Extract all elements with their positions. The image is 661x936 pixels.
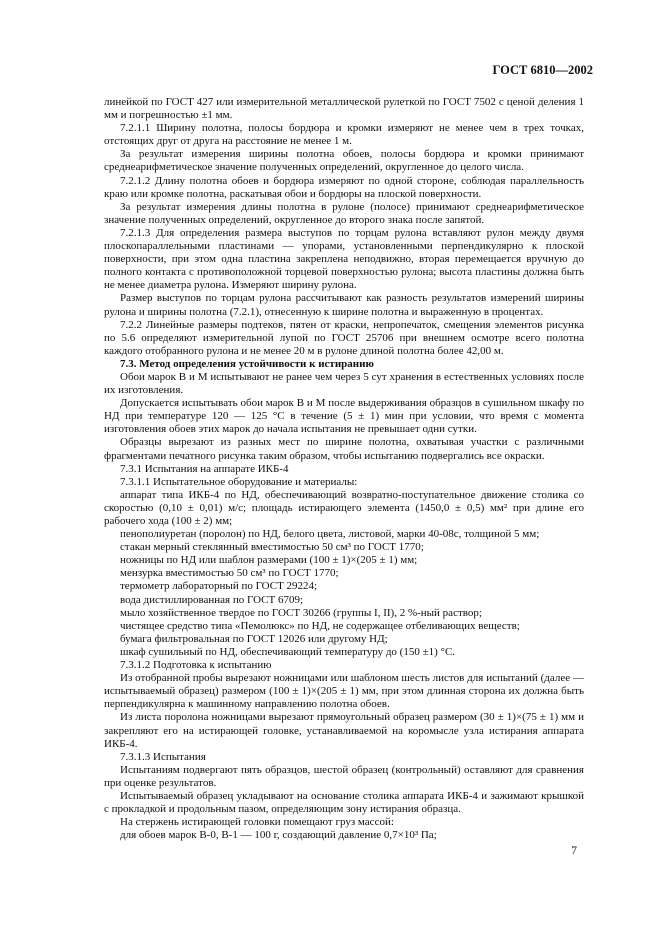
paragraph: Из листа поролона ножницами вырезают прямоугольный образец размером (30 ± 1)×(75 ± 1) мм и закрепляют его на истирающей головке, устанавливаемой на коромысле узла истирания аппарата ИКБ-4.	[104, 711, 584, 750]
paragraph: вода дистиллированная по ГОСТ 6709;	[120, 593, 304, 606]
paragraph: линейкой по ГОСТ 427 или измерительной металлической рулеткой по ГОСТ 7502 с ценой деления 1 мм и погрешностью ±1 мм.	[104, 96, 584, 122]
paragraph: 7.2.1.2 Длину полотна обоев и бордюра измеряют по одной стороне, соблюдая параллельность краю или кромке полотна, раскатывая обои и бордюры на плоской поверхности.	[104, 174, 584, 200]
paragraph: стакан мерный стеклянный вместимостью 50 см³ по ГОСТ 1770;	[120, 541, 424, 554]
paragraph: чистящее средство типа «Пемолюкс» по НД, не содержащее отбеливающих веществ;	[120, 619, 520, 632]
paragraph: 7.2.1.3 Для определения размера выступов по торцам рулона вставляют рулон между двумя плоскопараллельными пластинами — упорами, установленными перпендикулярно к плоской поверхности, при этом одна пластина закреплена неподвижно, вторая перемещается вручную до полного контакта с противоположной торцевой поверхностью рулона; высота пластины должна быть не менее диаметра рулона. Измеряют ширину рулона.	[104, 226, 584, 292]
paragraph: пенополиуретан (поролон) по НД, белого цвета, листовой, марки 40-08с, толщиной 5 мм;	[120, 528, 540, 541]
paragraph: На стержень истирающей головки помещают груз массой:	[120, 816, 394, 829]
paragraph: За результат измерения длины полотна в рулоне (полосе) принимают среднеарифметическое значение полученных определений, округленное до второго знака после запятой.	[104, 200, 584, 226]
paragraph: мыло хозяйственное твердое по ГОСТ 30266 (группы I, II), 2 %-ный раствор;	[120, 606, 482, 619]
paragraph: Допускается испытывать обои марок В и М после выдерживания образцов в сушильном шкафу по НД при температуре 120 — 125 °С в течение (5 ± 1) мин при условии, что время с момента изготовления обоев этих марок до начала испытания не превышает одни сутки.	[104, 397, 584, 436]
document-body	[104, 96, 584, 842]
paragraph: мензурка вместимостью 50 см³ по ГОСТ 1770;	[120, 567, 339, 580]
paragraph: ножницы по НД или шаблон размерами (100 ± 1)×(205 ± 1) мм;	[120, 554, 418, 567]
section-heading: 7.3. Метод определения устойчивости к истиранию	[120, 357, 374, 370]
paragraph: 7.3.1.1 Испытательное оборудование и материалы:	[120, 475, 358, 488]
paragraph: для обоев марок В-0, В-1 — 100 г, создающий давление 0,7×10³ Па;	[120, 829, 437, 842]
paragraph: 7.3.1.3 Испытания	[120, 750, 206, 763]
paragraph: термометр лабораторный по ГОСТ 29224;	[120, 580, 318, 593]
paragraph: Обои марок В и М испытывают не ранее чем через 5 сут хранения в естественных условиях после их изготовления.	[104, 370, 584, 397]
paragraph: Образцы вырезают из разных мест по ширине полотна, охватывая участки с различными фрагментами печатного рисунка таким образом, чтобы испытанию подвергались все окраски.	[104, 436, 584, 462]
paragraph: За результат измерения ширины полотна обоев, полосы бордюра и кромки принимают среднеарифметическое значение полученных определений, округленное до целого числа.	[104, 148, 584, 174]
paragraph: 7.2.2 Линейные размеры подтеков, пятен от краски, непропечаток, смещения элементов рисунка по 5.6 определяют измерительной лупой по ГОСТ 25706 при внешнем осмотре всего полотна каждого отобранного рулона и не менее 20 м в рулоне длиной полотна более 42,00 м.	[104, 318, 584, 357]
paragraph: Из отобранной пробы вырезают ножницами или шаблоном шесть листов для испытаний (далее — испытываемый образец) размером (100 ± 1)×(205 ± 1) мм, при этом длинная сторона их должна быть перпендикулярна к машинному направлению полотна обоев.	[104, 672, 584, 711]
paragraph: Размер выступов по торцам рулона рассчитывают как разность результатов измерений ширины рулона и ширины полотна (7.2.1), отнесенную к ширине полотна и выраженную в процентах.	[104, 292, 584, 318]
document-header: ГОСТ 6810—2002	[492, 63, 593, 77]
page-number: 7	[571, 845, 577, 857]
paragraph: 7.3.1.2 Подготовка к испытанию	[120, 659, 272, 672]
paragraph: 7.2.1.1 Ширину полотна, полосы бордюра и кромки измеряют не менее чем в трех точках, отстоящих друг от друга на расстояние не менее 1 м.	[104, 122, 584, 148]
paragraph: 7.3.1 Испытания на аппарате ИКБ-4	[120, 462, 289, 475]
paragraph: Испытываемый образец укладывают на основание столика аппарата ИКБ-4 и зажимают крышкой с прокладкой и продольным пазом, определяющим зону истирания образца.	[104, 789, 584, 816]
paragraph: аппарат типа ИКБ-4 по НД, обеспечивающий возвратно-поступательное движение столика со скоростью (0,10 ± 0,01) м/с; площадь истирающего элемента (1450,0 ± 0,5) мм² при длине его рабочего хода (100 ± 2) мм;	[104, 488, 584, 527]
paragraph: бумага фильтровальная по ГОСТ 12026 или другому НД;	[120, 632, 388, 645]
paragraph: шкаф сушильный по НД, обеспечивающий температуру до (150 ±1) °С.	[120, 645, 456, 658]
paragraph: Испытаниям подвергают пять образцов, шестой образец (контрольный) оставляют для сравнения при оценке результатов.	[104, 763, 584, 789]
